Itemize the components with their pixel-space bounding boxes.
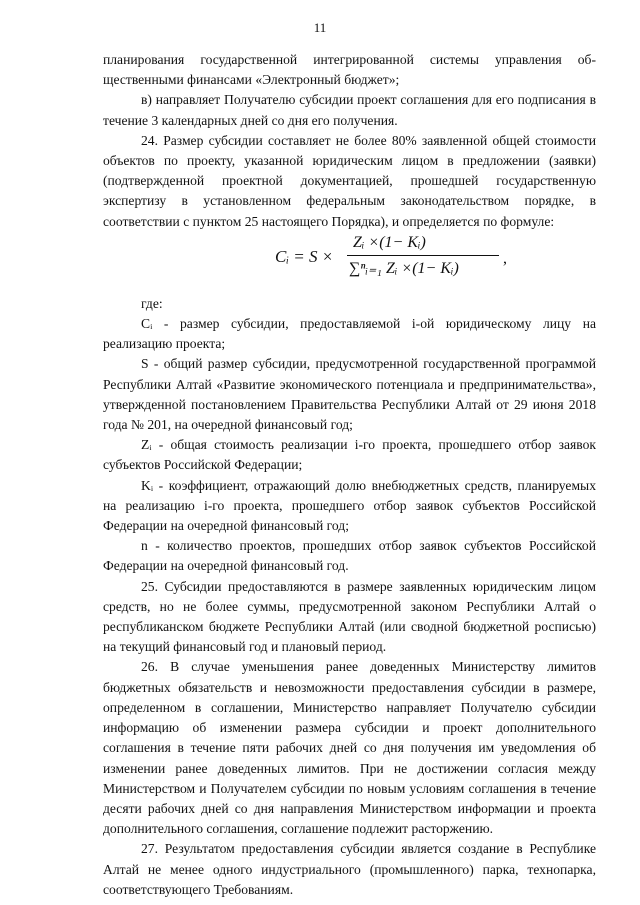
body-text <box>103 50 596 900</box>
subsidy-formula <box>103 233 596 289</box>
paragraph-24: 24. Размер субсидии составляет не более 80% заявленной общей стоимости объектов по проекту, указанной юридическим лицом в предложении (заявки) (подтвержденной проектной документацией, прошедшей государственную экспертизу в установленном федеральным законодательством порядке, в соответствии с пунктом 25 настоящего Порядка), и определяется по формуле: <box>103 132 596 229</box>
paragraph-continuation: планирования государственной интегрированной системы управления общественными финансами «Электронный бюджет»; <box>103 52 596 88</box>
formula-numerator: Zᵢ ×(1− Kᵢ) <box>353 233 426 251</box>
formula-comma: , <box>503 249 507 267</box>
paragraph-27: 27. Результатом предоставления субсидии является создание в Республике Алтай не менее одного индустриального (промышленного) парка, технопарка, соответствующего Требованиям. <box>103 841 596 897</box>
fraction-bar <box>347 255 499 256</box>
formula-denominator: ∑ⁿᵢ₌₁ Zᵢ ×(1− Kᵢ) <box>349 259 459 277</box>
definition-ci: Cᵢ - размер субсидии, предоставляемой i-ой юридическому лицу на реализацию проекта; <box>103 316 596 352</box>
page-number: 11 <box>313 20 327 35</box>
paragraph-26: 26. В случае уменьшения ранее доведенных Министерству лимитов бюджетных обязательств и невозможности предоставления субсидии в размере, определенном в соглашении, Министерство направляет Получателю субсидии информацию об изменении размера субсидии и проект дополнительного соглашения в течение пяти рабочих дней со дня получения им уведомления об изменении ранее доведенных лимитов. При не достижении согласия между Министерством и Получателем субсидии по новым условиям соглашения в течение десяти рабочих дней со дня направления Министерством информации и проекта дополнительного соглашения, соглашение подлежит расторжению. <box>103 659 596 837</box>
paragraph-v: в) направляет Получателю субсидии проект соглашения для его подписания в течение 3 календарных дней со дня его получения. <box>103 92 596 128</box>
definition-s: S - общий размер субсидии, предусмотренной государственной программой Республики Алтай «Развитие экономического потенциала и предпринимательства», утвержденной постановлением Правительства Республики Алтай от 29 июня 2018 года № 201, на очередной финансовый год; <box>103 356 596 433</box>
paragraph-where: где: <box>141 295 163 311</box>
definition-ki: Kᵢ - коэффициент, отражающий долю внебюджетных средств, планируемых на реализацию i-го проекта, прошедшего отбор заявок субъектов Российской Федерации на очередной финансовый год; <box>103 477 596 534</box>
paragraph-25: 25. Субсидии предоставляются в размере заявленных юридическим лицом средств, но не более суммы, предусмотренной законом Республики Алтай о республиканском бюджете Республики Алтай (или сводной бюджетной росписью) на текущий финансовый год и плановый период. <box>103 578 596 655</box>
formula-lhs: Cᵢ = S × <box>275 246 334 266</box>
definition-zi: Zᵢ - общая стоимость реализации i-го проекта, прошедшего отбор заявок субъектов Российской Федерации; <box>103 437 596 473</box>
definition-n: n - количество проектов, прошедших отбор заявок субъектов Российской Федерации на очередной финансовый год. <box>103 538 596 574</box>
